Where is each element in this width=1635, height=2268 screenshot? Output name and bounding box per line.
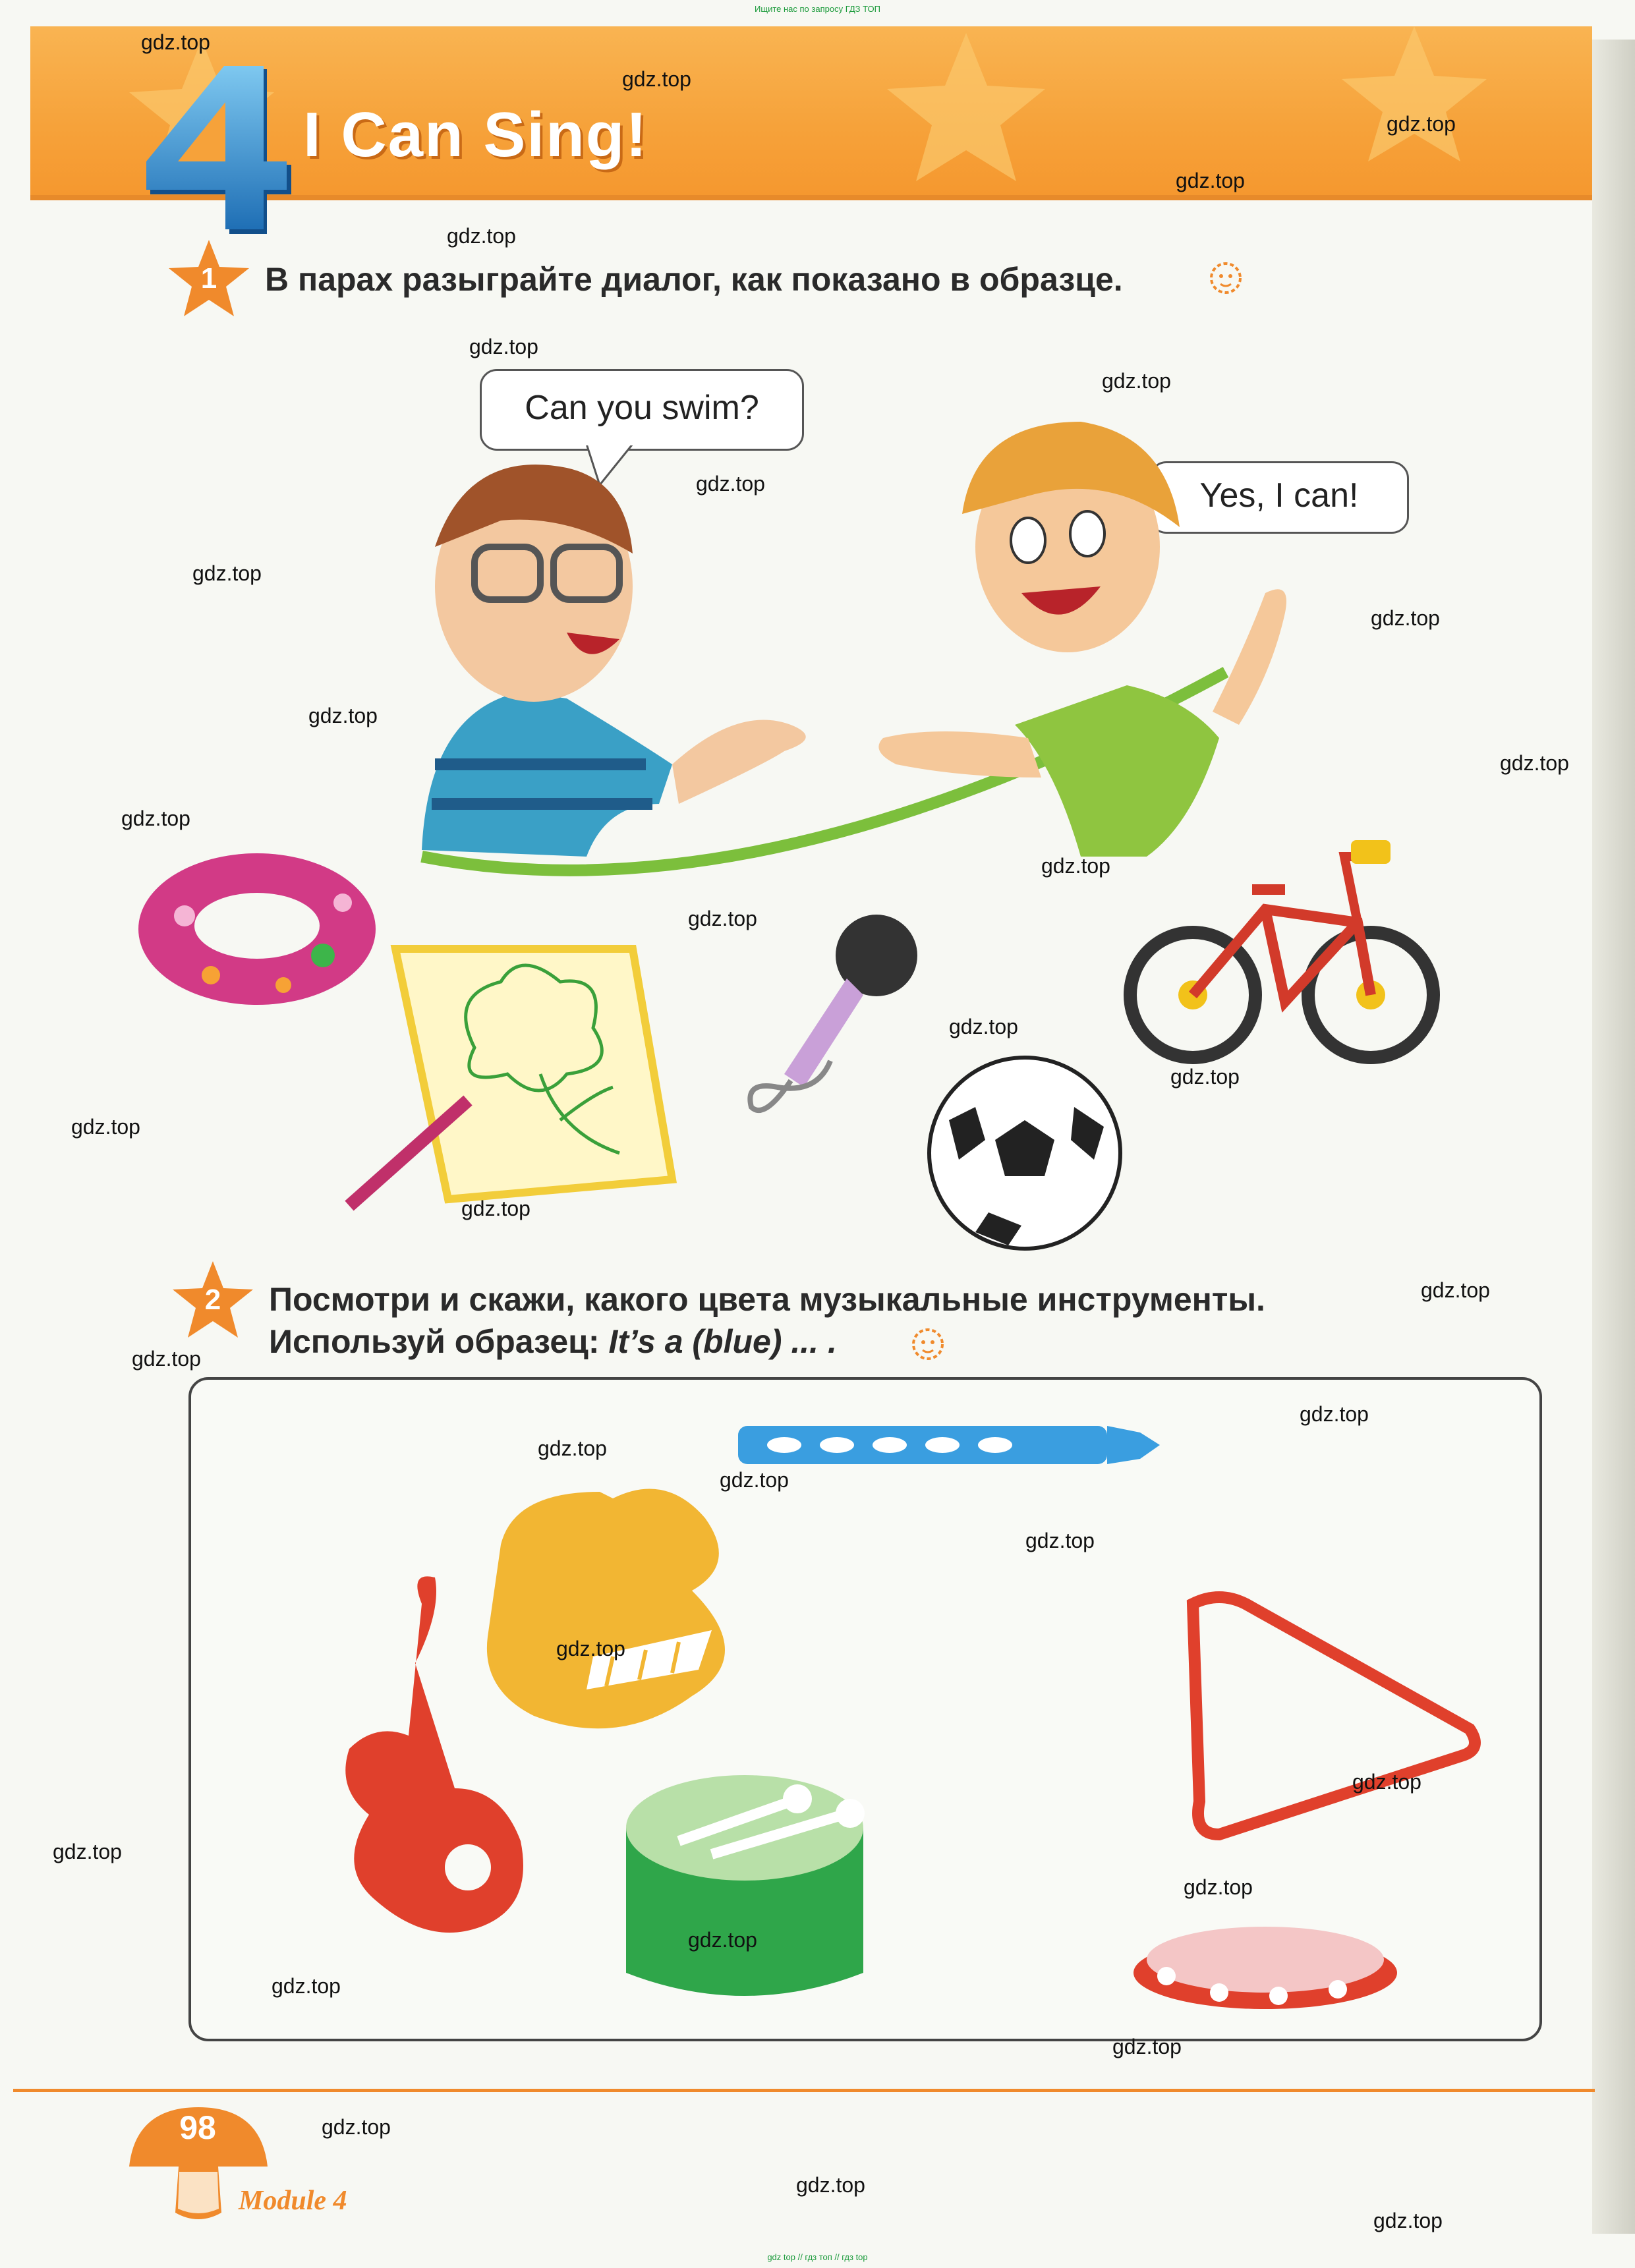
watermark: gdz.top bbox=[688, 1928, 757, 1952]
watermark: gdz.top bbox=[720, 1468, 789, 1492]
footer-rule bbox=[13, 2089, 1595, 2092]
watermark: gdz.top bbox=[688, 907, 757, 930]
watermark: gdz.top bbox=[461, 1197, 531, 1220]
watermark: gdz.top bbox=[556, 1637, 625, 1660]
pair-work-icon bbox=[908, 1324, 948, 1364]
dialogue-question: Can you swim? bbox=[525, 389, 759, 427]
watermark: gdz.top bbox=[447, 224, 516, 248]
watermark: gdz.top bbox=[949, 1015, 1018, 1038]
bicycle-icon bbox=[1120, 830, 1450, 1067]
watermark: gdz.top bbox=[1112, 2035, 1182, 2058]
task-2-number: 2 bbox=[204, 1284, 221, 1316]
watermark: gdz.top bbox=[141, 30, 210, 54]
watermark: gdz.top bbox=[272, 1974, 341, 1998]
watermark: gdz.top bbox=[696, 472, 765, 496]
microphone-icon bbox=[738, 909, 929, 1133]
watermark: gdz.top bbox=[1421, 1278, 1490, 1302]
task-2-line-1: Посмотри и скажи, какого цвета музыкальные инструменты. bbox=[269, 1281, 1265, 1318]
two-boys-illustration bbox=[369, 395, 1325, 896]
watermark: gdz.top bbox=[1387, 112, 1456, 136]
bottom-note: gdz top // гдз топ // гдз top bbox=[767, 2252, 868, 2262]
instruments-frame bbox=[188, 1377, 1542, 2041]
unit-number-graphic bbox=[145, 66, 297, 237]
watermark: gdz.top bbox=[308, 704, 378, 727]
watermark: gdz.top bbox=[1102, 369, 1171, 393]
dialogue-answer: Yes, I can! bbox=[1199, 476, 1359, 515]
page-number: 98 bbox=[179, 2109, 216, 2146]
watermark: gdz.top bbox=[538, 1436, 607, 1460]
triangle-icon bbox=[1193, 1597, 1475, 1834]
watermark: gdz.top bbox=[1170, 1065, 1240, 1089]
watermark: gdz.top bbox=[622, 67, 691, 91]
watermark: gdz.top bbox=[1371, 606, 1440, 630]
boy-with-glasses bbox=[422, 465, 806, 857]
musical-instruments-illustration bbox=[191, 1380, 1539, 2039]
watermark: gdz.top bbox=[1025, 1529, 1095, 1552]
module-label: Module 4 bbox=[239, 2186, 347, 2216]
piano-icon bbox=[487, 1488, 725, 1728]
watermark: gdz.top bbox=[53, 1840, 122, 1863]
unit-number: 4 bbox=[145, 66, 146, 67]
top-search-note: Ищите нас по запросу ГДЗ ТОП bbox=[755, 4, 880, 14]
watermark: gdz.top bbox=[71, 1115, 140, 1139]
flute-icon bbox=[738, 1426, 1160, 1464]
watermark: gdz.top bbox=[1176, 169, 1245, 192]
watermark: gdz.top bbox=[1500, 751, 1569, 775]
pair-work-icon bbox=[1206, 258, 1246, 298]
watermark: gdz.top bbox=[121, 807, 190, 830]
drum-icon bbox=[626, 1775, 865, 1996]
task-2-instruction bbox=[269, 1278, 1508, 1363]
watermark: gdz.top bbox=[1184, 1875, 1253, 1899]
watermark: gdz.top bbox=[1373, 2209, 1443, 2232]
task-2-line-2 bbox=[269, 1320, 1508, 1363]
boy-in-green-shirt bbox=[878, 422, 1286, 857]
task-1-marker bbox=[166, 237, 252, 326]
watermark: gdz.top bbox=[1041, 854, 1110, 878]
watermark: gdz.top bbox=[192, 561, 262, 585]
unit-title: I Can Sing! bbox=[303, 99, 648, 170]
football-icon bbox=[923, 1054, 1127, 1252]
drawing-paper-icon bbox=[343, 936, 685, 1226]
task-2-example: It’s a (blue) ... . bbox=[608, 1323, 837, 1360]
task-2-marker bbox=[170, 1259, 256, 1347]
task-1-number: 1 bbox=[200, 262, 217, 295]
watermark: gdz.top bbox=[1300, 1402, 1369, 1426]
task-2-prefix: Используй образец: bbox=[269, 1323, 609, 1360]
task-1-instruction: В парах разыграйте диалог, как показано в образце. bbox=[265, 261, 1123, 298]
watermark: gdz.top bbox=[1352, 1770, 1421, 1794]
watermark: gdz.top bbox=[796, 2173, 865, 2197]
page-edge-shadow bbox=[1592, 40, 1635, 2234]
tambourine-icon bbox=[1133, 1927, 1397, 2009]
watermark: gdz.top bbox=[469, 335, 538, 358]
watermark: gdz.top bbox=[322, 2115, 391, 2139]
watermark: gdz.top bbox=[132, 1347, 201, 1371]
